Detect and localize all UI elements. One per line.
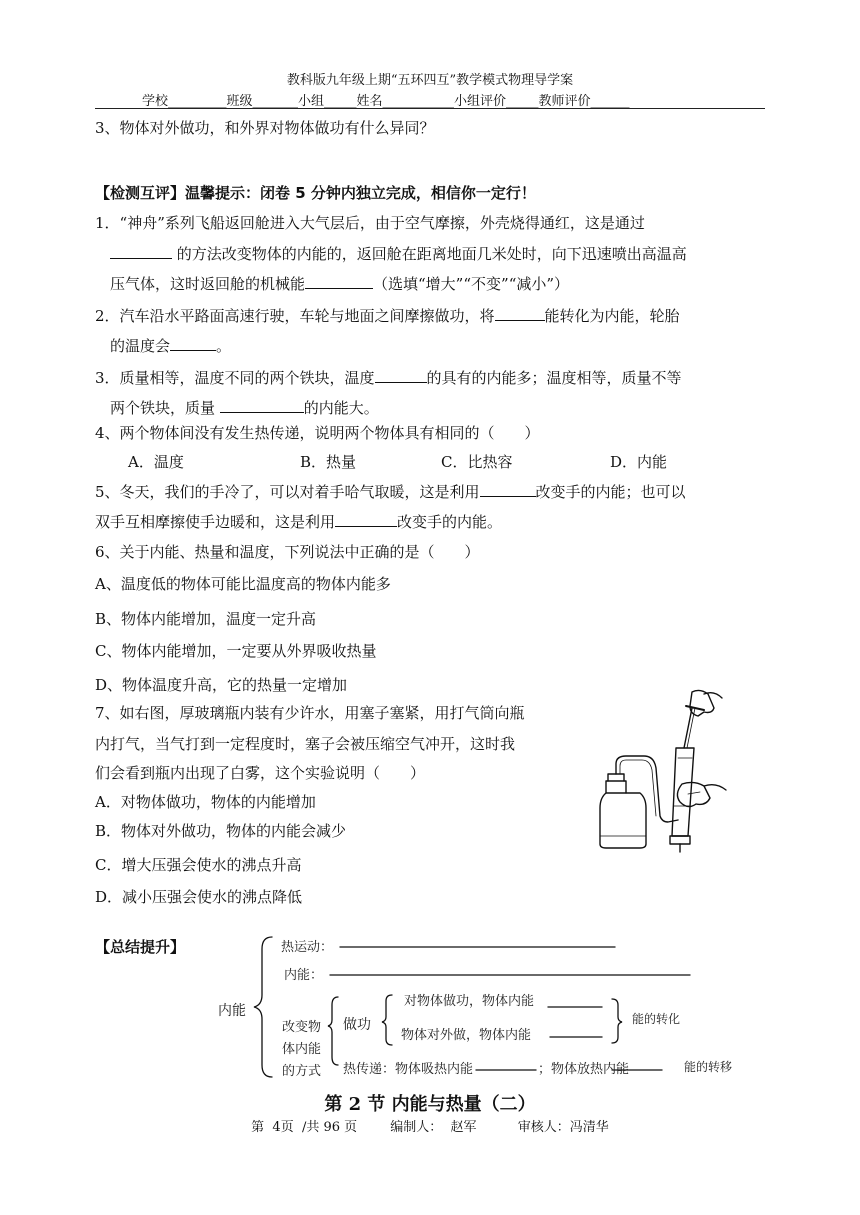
summary-thermal-motion: 热运动： — [281, 940, 334, 955]
answer-blank[interactable] — [375, 367, 427, 383]
summary-ways-1: 改变物 — [282, 1020, 322, 1035]
answer-blank[interactable] — [220, 397, 304, 413]
answer-blank[interactable] — [110, 243, 172, 259]
header-divider — [95, 108, 765, 109]
test-q6-option-b[interactable]: B、物体内能增加，温度一定升高 — [95, 610, 317, 628]
test-q2-line2: 的温度会 。 — [110, 337, 232, 355]
summary-root: 内能 — [218, 1003, 246, 1019]
test-q1-line1: 1．“神舟”系列飞船返回舱进入大气层后，由于空气摩擦，外壳烧得通红，这是通过 — [95, 214, 645, 232]
test-q6-option-c[interactable]: C、物体内能增加，一定要从外界吸收热量 — [95, 642, 377, 660]
test-q3-line2: 两个铁块，质量 的内能大。 — [110, 399, 379, 417]
summary-ways-2: 体内能 — [282, 1042, 322, 1057]
summary-work: 做功 — [343, 1017, 371, 1033]
test-q5-line1: 5、冬天，我们的手冷了，可以对着手哈气取暖，这是利用 改变手的内能；也可以 — [95, 483, 686, 501]
test-q7-option-d[interactable]: D．减小压强会使水的沸点降低 — [95, 888, 303, 906]
answer-blank[interactable] — [305, 273, 373, 289]
test-q3-line1: 3．质量相等，温度不同的两个铁块，温度 的具有的内能多；温度相等，质量不等 — [95, 369, 682, 387]
section-summary-heading: 【总结提升】 — [95, 938, 186, 956]
test-q4-option-d[interactable]: D．内能 — [610, 453, 668, 471]
test-q4-option-b[interactable]: B．热量 — [300, 453, 357, 471]
summary-transfer: 能的转移 — [684, 1060, 733, 1074]
header-title: 教科版九年级上期“五环四互”教学模式物理导学案 — [286, 73, 574, 88]
test-q4-option-a[interactable]: A．温度 — [128, 453, 184, 471]
test-q4-option-c[interactable]: C．比热容 — [441, 453, 513, 471]
answer-blank[interactable] — [170, 335, 216, 351]
bottle-pump-illustration — [592, 686, 732, 856]
test-q6: 6、关于内能、热量和温度，下列说法中正确的是（ ） — [95, 543, 480, 561]
test-q6-option-d[interactable]: D、物体温度升高，它的热量一定增加 — [95, 676, 348, 694]
test-q7-option-c[interactable]: C．增大压强会使水的沸点升高 — [95, 856, 302, 874]
header-info-line: 学校_________班级_______小组_____姓名___________小组评价_____教师评价______ — [142, 94, 630, 109]
section-test-heading: 【检测互评】温馨提示：闭卷 5 分钟内独立完成，相信你一定行！ — [95, 184, 536, 202]
answer-blank[interactable] — [480, 481, 536, 497]
test-q5-line2: 双手互相摩擦使手边暖和，这是利用 改变手的内能。 — [95, 513, 503, 531]
summary-heat-transfer-a: 热传递：物体吸热内能 — [343, 1062, 474, 1077]
summary-work-by: 物体对外做，物体内能 — [401, 1028, 532, 1043]
test-q7-line1: 7、如右图，厚玻璃瓶内装有少许水，用塞子塞紧，用打气筒向瓶 — [95, 704, 525, 722]
summary-work-on: 对物体做功，物体内能 — [404, 994, 535, 1009]
summary-ways-3: 的方式 — [282, 1064, 322, 1079]
test-q7-line3: 们会看到瓶内出现了白雾，这个实验说明（ ） — [95, 764, 426, 782]
question-3-prev: 3、物体对外做功，和外界对物体做功有什么异同？ — [95, 119, 435, 137]
page-footer: 第 4页 /共 96 页 编制人： 赵军 审核人：冯清华 — [251, 1120, 609, 1135]
answer-blank[interactable] — [335, 511, 397, 527]
answer-blank[interactable] — [495, 305, 545, 321]
summary-internal-energy: 内能： — [284, 968, 324, 983]
test-q4: 4、两个物体间没有发生热传递，说明两个物体具有相同的（ ） — [95, 424, 540, 442]
summary-conversion: 能的转化 — [632, 1012, 681, 1026]
summary-heat-transfer-b: ；物体放热内能 — [538, 1062, 630, 1077]
test-q7-option-b[interactable]: B．物体对外做功，物体的内能会减少 — [95, 822, 347, 840]
test-q7-line2: 内打气，当气打到一定程度时，塞子会被压缩空气冲开，这时我 — [95, 735, 516, 753]
test-q2-line1: 2．汽车沿水平路面高速行驶，车轮与地面之间摩擦做功，将 能转化为内能，轮胎 — [95, 307, 680, 325]
test-q6-option-a[interactable]: A、温度低的物体可能比温度高的物体内能多 — [95, 575, 391, 593]
test-q1-line3: 压气体，这时返回舱的机械能 （选填“增大”“不变”“减小”） — [110, 275, 570, 293]
test-q7-option-a[interactable]: A．对物体做功，物体的内能增加 — [95, 793, 316, 811]
test-q1-line2: 的方法改变物体的内能的，返回舱在距离地面几米处时，向下迅速喷出高温高 — [110, 243, 687, 264]
section-title: 第 2 节 内能与热量（二） — [324, 1094, 536, 1115]
